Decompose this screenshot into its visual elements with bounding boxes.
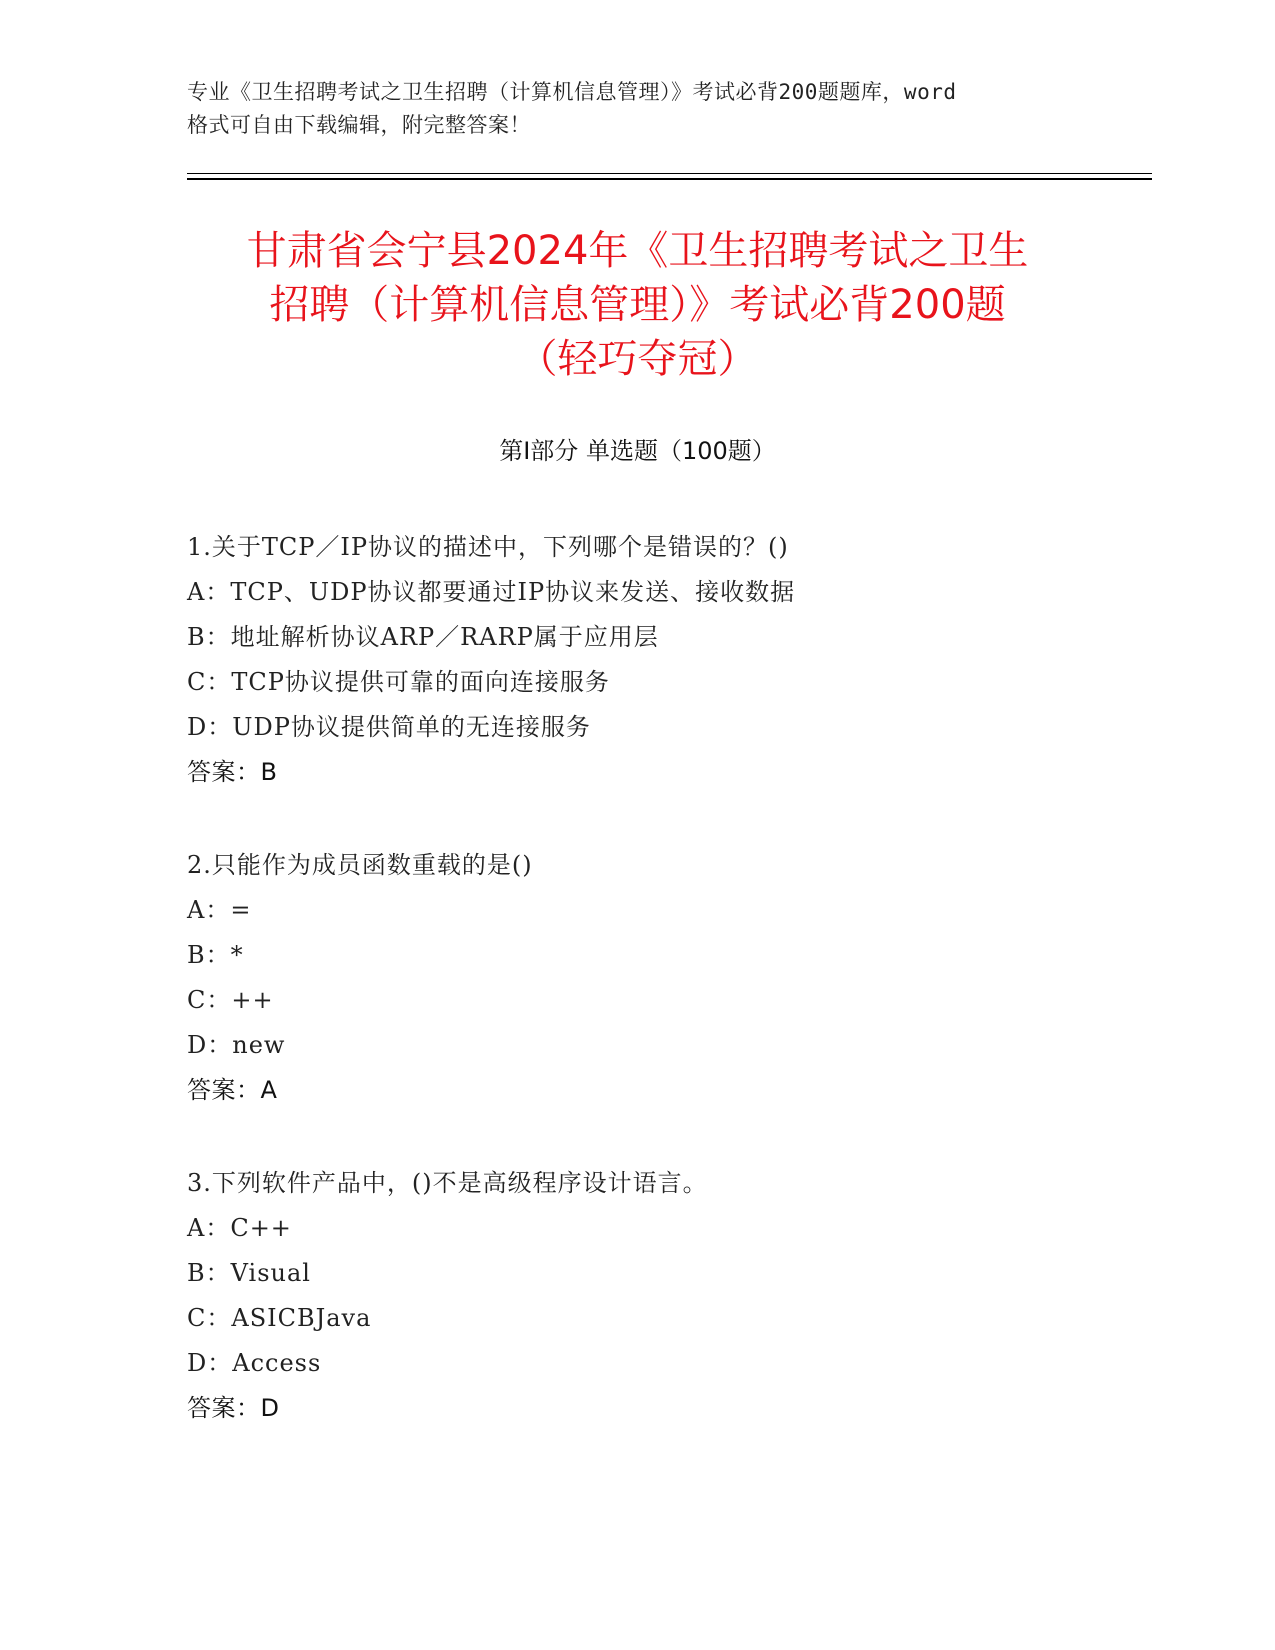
option-d: D：UDP协议提供简单的无连接服务 <box>187 713 591 741</box>
question-stem: 1.关于TCP／IP协议的描述中，下列哪个是错误的？() <box>187 533 789 561</box>
header-divider-thin <box>187 173 1152 174</box>
option-c: C：TCP协议提供可靠的面向连接服务 <box>187 668 610 696</box>
document-title <box>150 224 1125 386</box>
option-d: D：Access <box>187 1349 322 1377</box>
header-note-line: 格式可自由下载编辑，附完整答案！ <box>187 113 531 137</box>
question-block <box>187 843 1147 1113</box>
answer-line: 答案：D <box>187 1394 280 1422</box>
answer-line: 答案：A <box>187 1076 278 1104</box>
question-stem: 3.下列软件产品中，()不是高级程序设计语言。 <box>187 1169 708 1197</box>
option-c: C：ASICBJava <box>187 1304 372 1332</box>
document-title-line: 招聘（计算机信息管理）》考试必背200题 <box>269 282 1006 328</box>
question-block <box>187 1161 1147 1431</box>
answer-line: 答案：B <box>187 758 278 786</box>
option-b: B：* <box>187 941 244 969</box>
header-note <box>187 76 1087 142</box>
document-title-line: （轻巧夺冠） <box>517 336 758 382</box>
option-a: A：= <box>187 896 252 924</box>
option-b: B：Visual <box>187 1259 311 1287</box>
option-b: B：地址解析协议ARP／RARP属于应用层 <box>187 623 659 651</box>
section-heading: 第I部分 单选题（100题） <box>499 437 776 465</box>
document-title-line: 甘肃省会宁县2024年《卫生招聘考试之卫生 <box>246 228 1029 274</box>
option-a: A：C++ <box>187 1214 292 1242</box>
header-note-line: 专业《卫生招聘考试之卫生招聘（计算机信息管理）》考试必背200题题库，word <box>187 80 957 104</box>
question-block <box>187 525 1147 795</box>
header-divider-thick <box>187 178 1152 180</box>
option-c: C：++ <box>187 986 274 1014</box>
question-stem: 2.只能作为成员函数重载的是() <box>187 851 533 879</box>
option-d: D：new <box>187 1031 286 1059</box>
option-a: A：TCP、UDP协议都要通过IP协议来发送、接收数据 <box>187 578 796 606</box>
